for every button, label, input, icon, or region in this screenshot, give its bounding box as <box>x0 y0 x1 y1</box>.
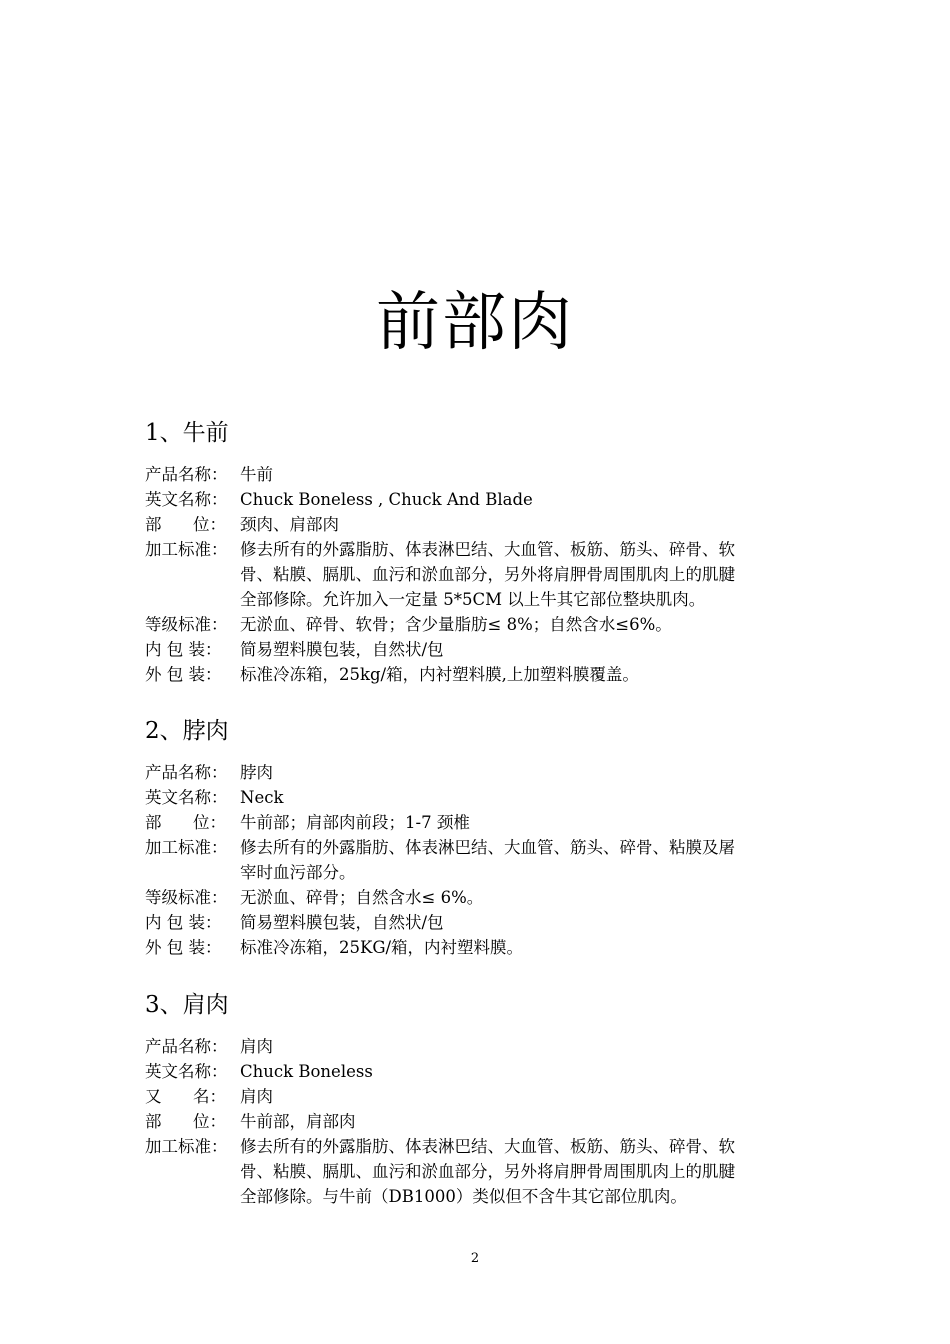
field-value-line: 骨、粘膜、膈肌、血污和淤血部分，另外将肩胛骨周围肌肉上的肌腱 <box>240 1162 735 1181</box>
field-value-line: 肩肉 <box>240 1087 273 1106</box>
field-value-line: Neck <box>240 788 284 807</box>
field-value-line: 牛前 <box>240 465 273 484</box>
field-value <box>240 885 810 910</box>
field-label: 英文名称： <box>145 1062 228 1081</box>
field-label: 内 包 装： <box>145 640 222 659</box>
field-label: 加工标准： <box>145 540 228 559</box>
field-row <box>145 637 810 662</box>
field-label: 部 位： <box>145 813 226 832</box>
field-value <box>240 760 810 785</box>
field-label: 内 包 装： <box>145 913 222 932</box>
field-value-line: Chuck Boneless <box>240 1062 373 1081</box>
field-value <box>240 1109 810 1134</box>
field-label: 英文名称： <box>145 788 228 807</box>
field-value-line: 标准冷冻箱，25KG/箱，内衬塑料膜。 <box>240 938 524 957</box>
field-row <box>145 935 810 960</box>
field-row <box>145 885 810 910</box>
field-value-line: 无淤血、碎骨；自然含水≤ 6%。 <box>240 888 484 907</box>
field-value <box>240 537 810 612</box>
field-label: 等级标准： <box>145 888 228 907</box>
field-value <box>240 612 810 637</box>
field-row <box>145 910 810 935</box>
field-row <box>145 1059 810 1084</box>
section-heading: 3、肩肉 <box>145 992 229 1018</box>
field-value <box>240 1059 810 1084</box>
section-heading: 1、牛前 <box>145 420 229 446</box>
field-row <box>145 835 810 885</box>
field-value-line: 骨、粘膜、膈肌、血污和淤血部分，另外将肩胛骨周围肌肉上的肌腱 <box>240 565 735 584</box>
field-value-line: 全部修除。允许加入一定量 5*5CM 以上牛其它部位整块肌肉。 <box>240 590 706 609</box>
field-row <box>145 462 810 487</box>
field-label: 加工标准： <box>145 838 228 857</box>
field-label: 产品名称： <box>145 763 228 782</box>
field-row <box>145 785 810 810</box>
field-value-line: 脖肉 <box>240 763 273 782</box>
field-label: 部 位： <box>145 1112 226 1131</box>
field-value <box>240 512 810 537</box>
field-row <box>145 512 810 537</box>
field-value <box>240 910 810 935</box>
section-heading: 2、脖肉 <box>145 718 229 744</box>
field-value <box>240 1134 810 1209</box>
field-label: 加工标准： <box>145 1137 228 1156</box>
field-value-line: 无淤血、碎骨、软骨；含少量脂肪≤ 8%；自然含水≤6%。 <box>240 615 672 634</box>
field-row <box>145 537 810 612</box>
field-value-line: 肩肉 <box>240 1037 273 1056</box>
field-value-line: 牛前部；肩部肉前段；1-7 颈椎 <box>240 813 470 832</box>
field-row <box>145 487 810 512</box>
field-value <box>240 785 810 810</box>
field-row <box>145 1109 810 1134</box>
field-value-line: 修去所有的外露脂肪、体表淋巴结、大血管、筋头、碎骨、粘膜及屠 <box>240 838 735 857</box>
field-label: 等级标准： <box>145 615 228 634</box>
section-chuck <box>145 418 810 687</box>
field-value-line: Chuck Boneless , Chuck And Blade <box>240 490 533 509</box>
field-value <box>240 1034 810 1059</box>
field-label: 英文名称： <box>145 490 228 509</box>
field-value <box>240 835 810 885</box>
field-value-line: 标准冷冻箱，25kg/箱，内衬塑料膜,上加塑料膜覆盖。 <box>240 665 639 684</box>
field-value-line: 简易塑料膜包装，自然状/包 <box>240 640 444 659</box>
section-chuck-boneless <box>145 990 810 1209</box>
field-value-line: 修去所有的外露脂肪、体表淋巴结、大血管、板筋、筋头、碎骨、软 <box>240 1137 735 1156</box>
field-value <box>240 935 810 960</box>
field-label: 部 位： <box>145 515 226 534</box>
field-row <box>145 1084 810 1109</box>
field-row <box>145 810 810 835</box>
field-row <box>145 612 810 637</box>
field-label: 外 包 装： <box>145 938 222 957</box>
field-row <box>145 1134 810 1209</box>
field-value-line: 全部修除。与牛前（DB1000）类似但不含牛其它部位肌肉。 <box>240 1187 687 1206</box>
field-label: 又 名： <box>145 1087 226 1106</box>
field-label: 外 包 装： <box>145 665 222 684</box>
field-value-line: 宰时血污部分。 <box>240 863 356 882</box>
page-number: 2 <box>470 1251 480 1266</box>
field-label: 产品名称： <box>145 465 228 484</box>
field-value-line: 牛前部，肩部肉 <box>240 1112 356 1131</box>
field-value <box>240 637 810 662</box>
field-row <box>145 760 810 785</box>
section-neck <box>145 716 810 960</box>
page-title: 前部肉 <box>376 286 574 360</box>
field-value-line: 修去所有的外露脂肪、体表淋巴结、大血管、板筋、筋头、碎骨、软 <box>240 540 735 559</box>
field-value <box>240 810 810 835</box>
field-value <box>240 487 810 512</box>
field-value <box>240 662 810 687</box>
field-value <box>240 462 810 487</box>
field-value <box>240 1084 810 1109</box>
field-label: 产品名称： <box>145 1037 228 1056</box>
field-value-line: 颈肉、肩部肉 <box>240 515 339 534</box>
field-row <box>145 1034 810 1059</box>
field-value-line: 简易塑料膜包装，自然状/包 <box>240 913 444 932</box>
field-row <box>145 662 810 687</box>
